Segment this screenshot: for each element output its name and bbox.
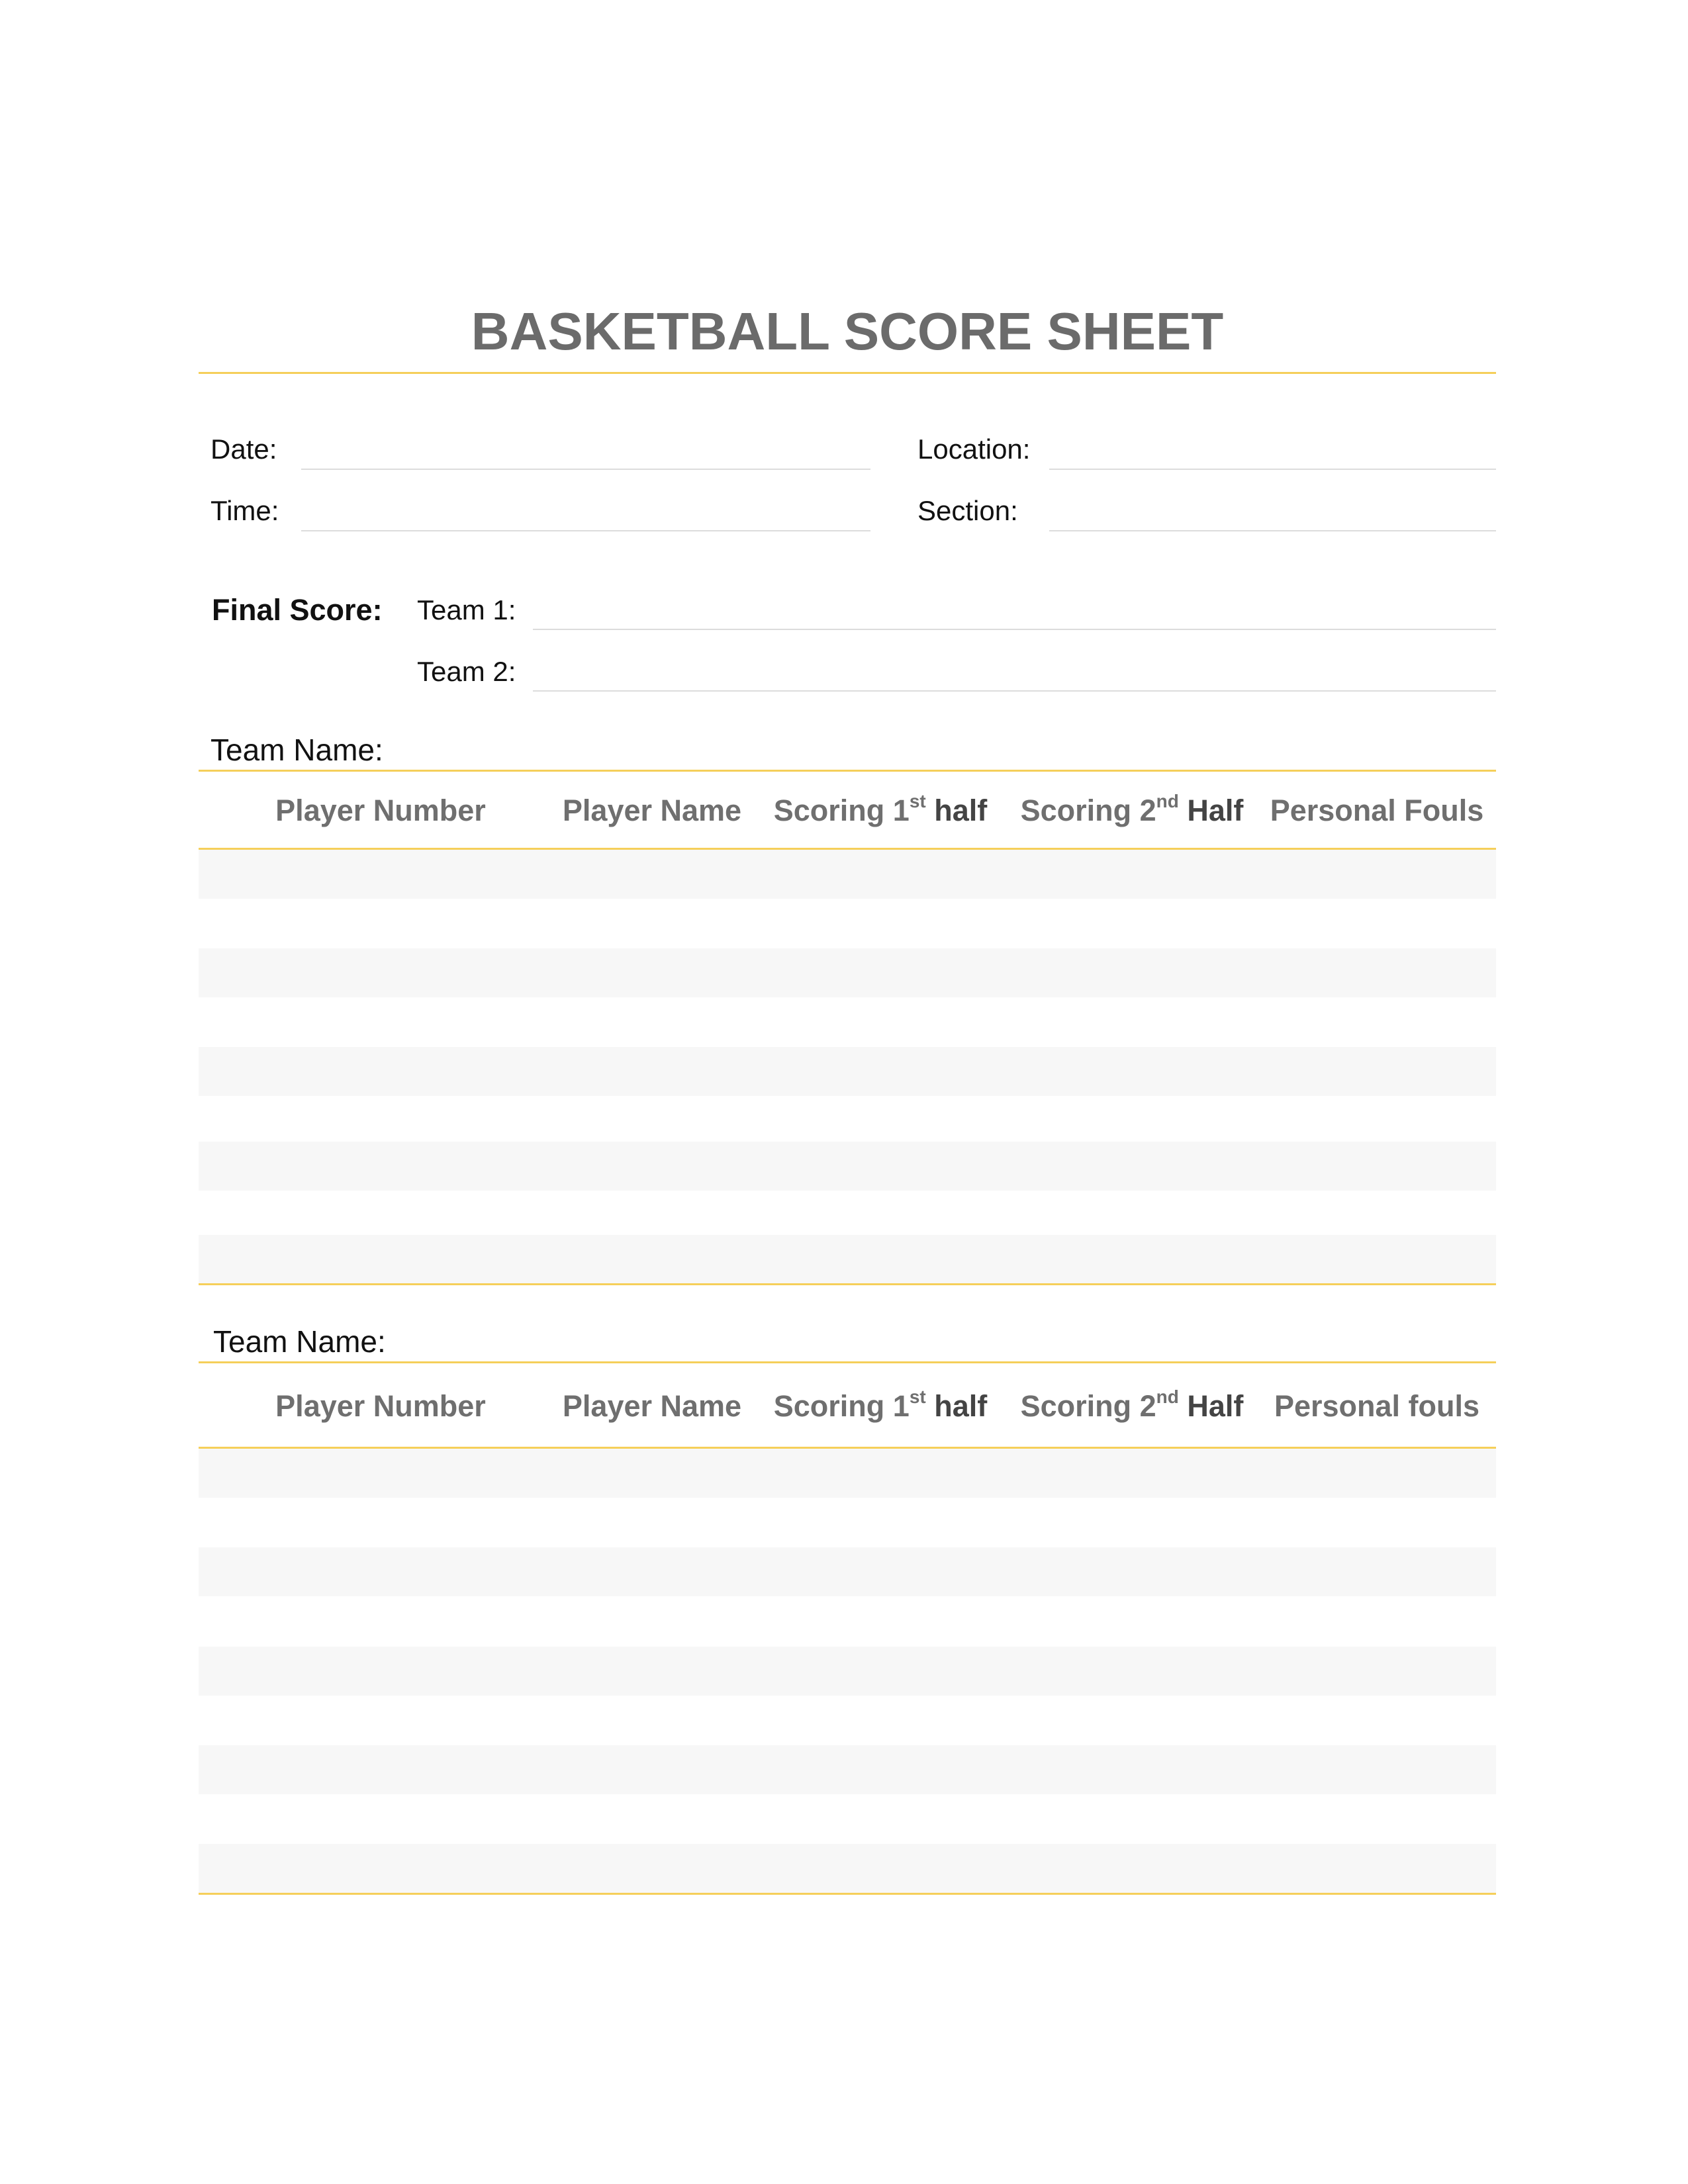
section-field[interactable] xyxy=(1049,530,1496,531)
location-field[interactable] xyxy=(1049,469,1496,470)
header-scoring-2nd-half xyxy=(1000,774,1264,847)
team1-table-row[interactable] xyxy=(199,948,1496,997)
header-scoring-1st-sup: st xyxy=(909,791,926,811)
team1-score-label: Team 1: xyxy=(417,594,516,625)
team1-table-header xyxy=(199,774,1496,847)
header-player-number: Player Number xyxy=(275,794,486,827)
header-scoring-2nd-sup: nd xyxy=(1156,791,1179,811)
team1-table-row[interactable] xyxy=(199,1235,1496,1284)
title-divider xyxy=(199,372,1496,374)
header-scoring-1st-half xyxy=(755,774,1006,847)
header-scoring-2nd-sup: nd xyxy=(1156,1387,1179,1407)
header-player-number: Player Number xyxy=(275,1389,486,1423)
team1-table-row[interactable] xyxy=(199,1142,1496,1191)
header-scoring-2nd-text: Scoring 2 xyxy=(1020,1389,1156,1423)
time-field[interactable] xyxy=(301,530,870,531)
header-player-name: Player Name xyxy=(562,1389,742,1423)
header-personal-fouls: Personal Fouls xyxy=(1270,794,1484,827)
header-scoring-2nd-suffix: Half xyxy=(1178,1389,1244,1423)
team1-table-row[interactable] xyxy=(199,850,1496,899)
section-label: Section: xyxy=(917,495,1018,526)
final-score-label: Final Score: xyxy=(212,593,383,627)
team2-table-row[interactable] xyxy=(199,1844,1496,1893)
date-field[interactable] xyxy=(301,469,870,470)
team1-table-top-rule xyxy=(199,770,1496,772)
team2-table-top-rule xyxy=(199,1361,1496,1363)
team2-table-bottom-rule xyxy=(199,1893,1496,1895)
team2-table-row[interactable] xyxy=(199,1745,1496,1794)
team2-table-row[interactable] xyxy=(199,1547,1496,1596)
location-label: Location: xyxy=(917,433,1031,465)
team1-score-field[interactable] xyxy=(533,629,1496,630)
header-scoring-1st-suffix: half xyxy=(925,794,988,827)
team2-score-field[interactable] xyxy=(533,690,1496,692)
header-scoring-1st-text: Scoring 1 xyxy=(773,1389,910,1423)
header-scoring-2nd-suffix: Half xyxy=(1178,794,1244,827)
team2-name-label: Team Name: xyxy=(213,1324,386,1359)
header-scoring-2nd-half xyxy=(1000,1370,1264,1443)
team2-score-label: Team 2: xyxy=(417,656,516,687)
team1-name-label: Team Name: xyxy=(211,733,383,767)
team2-table-header xyxy=(199,1370,1496,1443)
header-player-name: Player Name xyxy=(562,794,742,827)
header-scoring-1st-text: Scoring 1 xyxy=(773,794,910,827)
time-label: Time: xyxy=(211,495,279,526)
header-scoring-2nd-text: Scoring 2 xyxy=(1020,794,1156,827)
header-scoring-1st-half xyxy=(755,1370,1006,1443)
team1-table-bottom-rule xyxy=(199,1283,1496,1285)
date-label: Date: xyxy=(211,433,277,465)
page-title: BASKETBALL SCORE SHEET xyxy=(471,302,1224,361)
team1-table-row[interactable] xyxy=(199,1047,1496,1096)
header-scoring-1st-sup: st xyxy=(909,1387,926,1407)
team2-table-row[interactable] xyxy=(199,1647,1496,1696)
header-scoring-1st-suffix: half xyxy=(925,1389,988,1423)
header-personal-fouls: Personal fouls xyxy=(1274,1389,1480,1423)
team2-table-row[interactable] xyxy=(199,1449,1496,1498)
